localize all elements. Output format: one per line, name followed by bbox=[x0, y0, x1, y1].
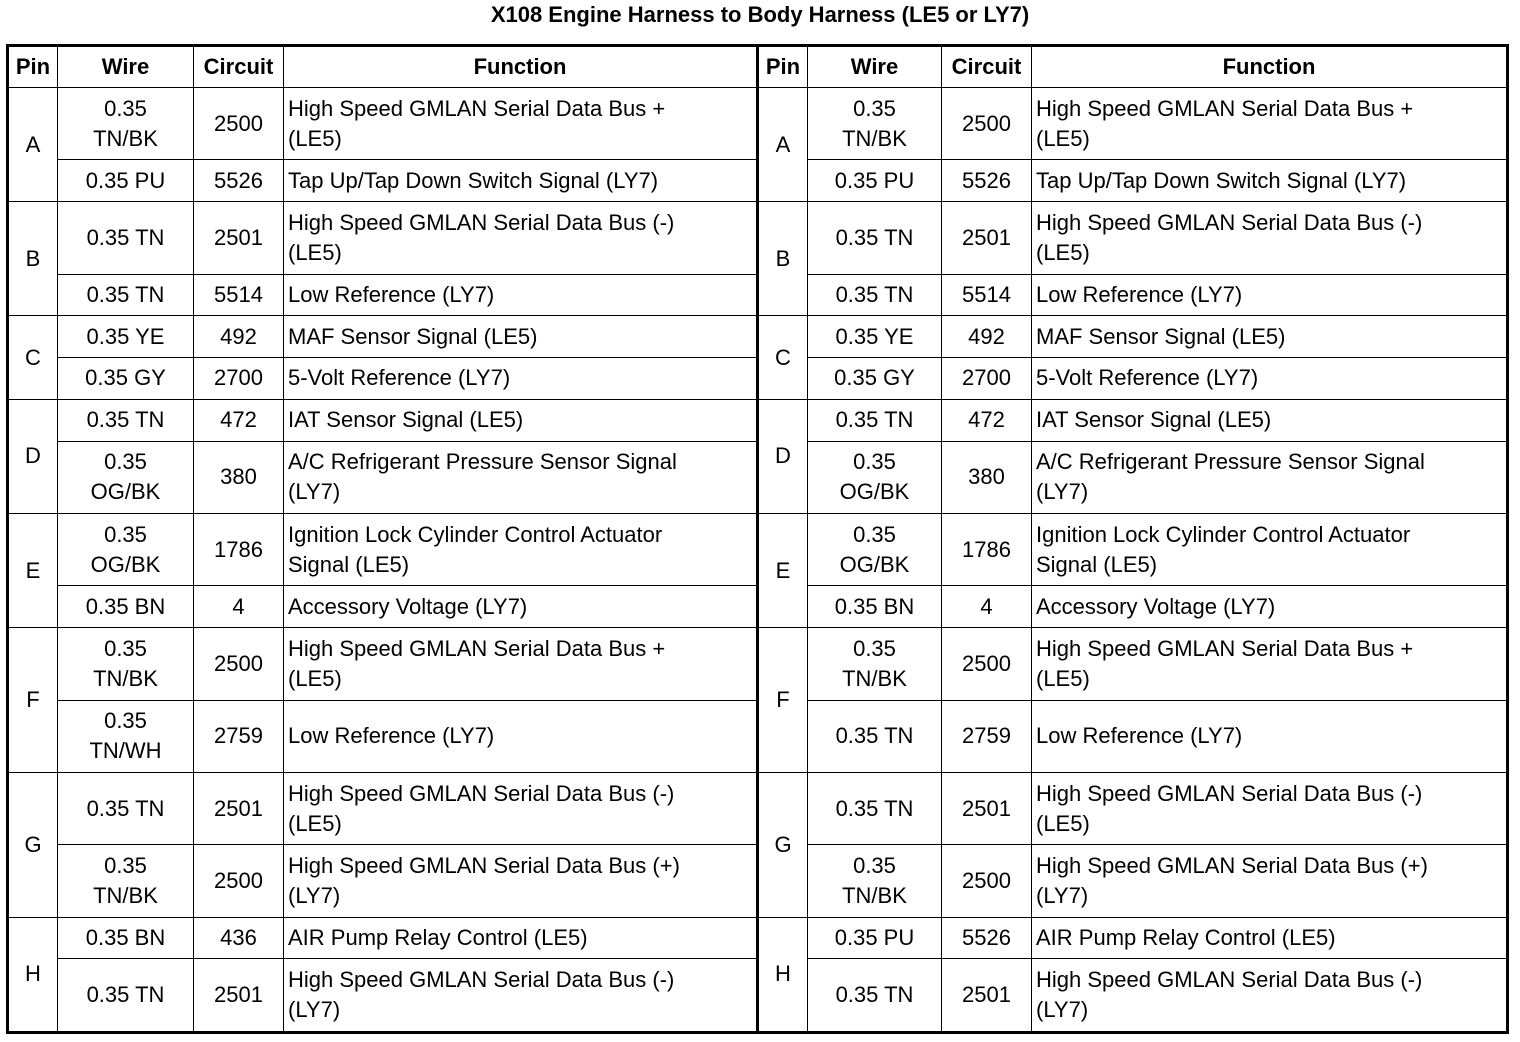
cell-line: 0.35 bbox=[104, 635, 147, 661]
cell-line: 0.35 TN bbox=[86, 281, 165, 307]
cell-line: TN/BK bbox=[842, 883, 907, 908]
pin-cell: A bbox=[8, 88, 58, 202]
function-cell bbox=[1032, 160, 1508, 202]
pin-cell: C bbox=[8, 316, 58, 400]
cell-line: 0.35 YE bbox=[86, 323, 165, 349]
cell-line: TN/BK bbox=[842, 125, 907, 151]
cell-line: 0.35 TN bbox=[835, 281, 914, 307]
cell-line: (LE5) bbox=[1036, 239, 1090, 265]
pin-cell: F bbox=[758, 628, 808, 773]
cell-line: TN/WH bbox=[89, 738, 162, 764]
circuit-cell: 2500 bbox=[942, 88, 1032, 160]
circuit-cell: 2500 bbox=[194, 628, 284, 700]
wire-cell bbox=[808, 772, 942, 844]
header-circuit: Circuit bbox=[194, 46, 284, 88]
circuit-cell: 2700 bbox=[942, 358, 1032, 400]
cell-line: 0.35 PU bbox=[85, 167, 166, 193]
function-cell bbox=[284, 316, 758, 358]
circuit-cell: 2501 bbox=[194, 772, 284, 844]
circuit-cell: 2501 bbox=[194, 959, 284, 1033]
circuit-cell: 4 bbox=[194, 586, 284, 628]
wire-cell bbox=[58, 316, 194, 358]
circuit-cell: 472 bbox=[194, 399, 284, 441]
pinout-table bbox=[6, 44, 1509, 1034]
cell-line: (LE5) bbox=[288, 125, 342, 151]
function-cell bbox=[1032, 441, 1508, 513]
cell-line: Tap Up/Tap Down Switch Signal (LY7) bbox=[1036, 167, 1407, 193]
cell-line: High Speed GMLAN Serial Data Bus (+) bbox=[1036, 853, 1428, 878]
function-cell bbox=[1032, 399, 1508, 441]
circuit-cell: 5526 bbox=[942, 160, 1032, 202]
circuit-cell: 2759 bbox=[942, 700, 1032, 772]
cell-line: Low Reference (LY7) bbox=[288, 723, 495, 749]
cell-line: 0.35 TN bbox=[835, 407, 914, 433]
function-cell bbox=[1032, 88, 1508, 160]
wire-cell bbox=[58, 88, 194, 160]
function-cell bbox=[1032, 628, 1508, 700]
wire-cell bbox=[808, 358, 942, 400]
cell-line: (LY7) bbox=[288, 997, 341, 1023]
cell-line: 0.35 TN bbox=[835, 723, 914, 749]
cell-line: 5-Volt Reference (LY7) bbox=[288, 365, 511, 391]
wire-cell bbox=[808, 88, 942, 160]
cell-line: OG/BK bbox=[839, 551, 910, 577]
function-cell bbox=[1032, 202, 1508, 274]
circuit-cell: 472 bbox=[942, 399, 1032, 441]
cell-line: 0.35 PU bbox=[834, 925, 915, 951]
cell-line: High Speed GMLAN Serial Data Bus (-) bbox=[1036, 967, 1423, 993]
wire-cell bbox=[808, 917, 942, 959]
cell-line: (LY7) bbox=[1036, 997, 1089, 1023]
cell-line: 0.35 bbox=[853, 853, 896, 878]
header-wire: Wire bbox=[58, 46, 194, 88]
cell-line: (LE5) bbox=[288, 810, 342, 836]
wire-cell bbox=[808, 316, 942, 358]
function-cell bbox=[1032, 316, 1508, 358]
wire-cell bbox=[808, 441, 942, 513]
table-row bbox=[8, 772, 1508, 844]
pin-cell: G bbox=[758, 772, 808, 917]
cell-line: (LE5) bbox=[1036, 810, 1090, 836]
cell-line: Low Reference (LY7) bbox=[1036, 281, 1243, 307]
cell-line: Tap Up/Tap Down Switch Signal (LY7) bbox=[288, 167, 659, 193]
cell-line: IAT Sensor Signal (LE5) bbox=[1036, 407, 1272, 433]
wire-cell bbox=[58, 700, 194, 772]
pin-cell: C bbox=[758, 316, 808, 400]
cell-line: High Speed GMLAN Serial Data Bus (-) bbox=[288, 209, 675, 235]
cell-line: 0.35 bbox=[104, 521, 147, 547]
cell-line: 0.35 TN bbox=[86, 982, 165, 1008]
cell-line: Signal (LE5) bbox=[288, 551, 410, 577]
wire-cell bbox=[58, 514, 194, 586]
cell-line: TN/BK bbox=[93, 883, 158, 908]
function-cell bbox=[284, 917, 758, 959]
circuit-cell: 5514 bbox=[942, 274, 1032, 316]
cell-line: 0.35 TN bbox=[86, 407, 165, 433]
table-row bbox=[8, 628, 1508, 700]
cell-line: Low Reference (LY7) bbox=[1036, 723, 1243, 749]
function-cell bbox=[284, 441, 758, 513]
function-cell bbox=[1032, 586, 1508, 628]
circuit-cell: 2500 bbox=[942, 628, 1032, 700]
cell-line: 0.35 bbox=[853, 449, 896, 475]
function-cell bbox=[1032, 700, 1508, 772]
pin-cell: D bbox=[758, 399, 808, 513]
circuit-cell: 1786 bbox=[942, 514, 1032, 586]
wire-cell bbox=[58, 628, 194, 700]
cell-line: 0.35 YE bbox=[835, 323, 914, 349]
wire-cell bbox=[58, 917, 194, 959]
circuit-cell: 492 bbox=[194, 316, 284, 358]
cell-line: 0.35 PU bbox=[834, 167, 915, 193]
function-cell bbox=[284, 358, 758, 400]
cell-line: 0.35 bbox=[104, 95, 147, 121]
cell-line: Accessory Voltage (LY7) bbox=[288, 593, 528, 619]
circuit-cell: 2700 bbox=[194, 358, 284, 400]
cell-line: High Speed GMLAN Serial Data Bus (+) bbox=[288, 853, 680, 878]
wire-cell bbox=[58, 274, 194, 316]
function-cell bbox=[284, 628, 758, 700]
table-row bbox=[8, 88, 1508, 160]
cell-line: High Speed GMLAN Serial Data Bus (-) bbox=[288, 780, 675, 806]
function-cell bbox=[284, 772, 758, 844]
circuit-cell: 2501 bbox=[942, 959, 1032, 1033]
cell-line: Accessory Voltage (LY7) bbox=[1036, 593, 1276, 619]
circuit-cell: 4 bbox=[942, 586, 1032, 628]
function-cell bbox=[284, 399, 758, 441]
function-cell bbox=[284, 845, 758, 917]
function-cell bbox=[1032, 959, 1508, 1033]
function-cell bbox=[284, 586, 758, 628]
cell-line: 0.35 GY bbox=[834, 365, 915, 391]
cell-line: (LE5) bbox=[1036, 665, 1090, 691]
cell-line: A/C Refrigerant Pressure Sensor Signal bbox=[1036, 449, 1425, 475]
wire-cell bbox=[58, 959, 194, 1033]
cell-line: AIR Pump Relay Control (LE5) bbox=[288, 925, 588, 951]
wire-cell bbox=[808, 160, 942, 202]
cell-line: 0.35 bbox=[853, 521, 896, 547]
function-cell bbox=[1032, 845, 1508, 917]
cell-line: 5-Volt Reference (LY7) bbox=[1036, 365, 1259, 391]
function-cell bbox=[284, 202, 758, 274]
cell-line: OG/BK bbox=[90, 551, 161, 577]
pin-cell: G bbox=[8, 772, 58, 917]
header-circuit: Circuit bbox=[942, 46, 1032, 88]
table-row bbox=[8, 514, 1508, 586]
circuit-cell: 380 bbox=[942, 441, 1032, 513]
cell-line: 0.35 GY bbox=[85, 365, 166, 391]
cell-line: MAF Sensor Signal (LE5) bbox=[288, 323, 538, 349]
wire-cell bbox=[808, 959, 942, 1033]
cell-line: 0.35 TN bbox=[86, 224, 165, 250]
cell-line: High Speed GMLAN Serial Data Bus + bbox=[288, 95, 666, 121]
wire-cell bbox=[58, 772, 194, 844]
circuit-cell: 1786 bbox=[194, 514, 284, 586]
wire-cell bbox=[808, 274, 942, 316]
pin-cell: H bbox=[8, 917, 58, 1032]
circuit-cell: 2501 bbox=[942, 202, 1032, 274]
cell-line: 0.35 bbox=[104, 708, 147, 734]
cell-line: (LE5) bbox=[1036, 125, 1090, 151]
header-row bbox=[8, 46, 1508, 88]
cell-line: Ignition Lock Cylinder Control Actuator bbox=[1036, 521, 1411, 547]
function-cell bbox=[284, 274, 758, 316]
function-cell bbox=[1032, 514, 1508, 586]
cell-line: 0.35 TN bbox=[835, 795, 914, 821]
cell-line: High Speed GMLAN Serial Data Bus + bbox=[1036, 635, 1414, 661]
cell-line: (LY7) bbox=[1036, 883, 1089, 908]
cell-line: 0.35 bbox=[853, 635, 896, 661]
pin-cell: B bbox=[8, 202, 58, 316]
cell-line: (LE5) bbox=[288, 665, 342, 691]
circuit-cell: 2501 bbox=[942, 772, 1032, 844]
wire-cell bbox=[58, 202, 194, 274]
table-row bbox=[8, 399, 1508, 441]
table-row bbox=[8, 316, 1508, 358]
function-cell bbox=[284, 88, 758, 160]
cell-line: TN/BK bbox=[842, 665, 907, 691]
wire-cell bbox=[58, 586, 194, 628]
function-cell bbox=[284, 700, 758, 772]
function-cell bbox=[1032, 917, 1508, 959]
cell-line: High Speed GMLAN Serial Data Bus + bbox=[1036, 95, 1414, 121]
cell-line: High Speed GMLAN Serial Data Bus (-) bbox=[1036, 780, 1423, 806]
wire-cell bbox=[808, 586, 942, 628]
cell-line: 0.35 BN bbox=[85, 925, 166, 951]
circuit-cell: 436 bbox=[194, 917, 284, 959]
circuit-cell: 5526 bbox=[194, 160, 284, 202]
wire-cell bbox=[58, 399, 194, 441]
table-row bbox=[8, 917, 1508, 959]
pin-cell: A bbox=[758, 88, 808, 202]
cell-line: Signal (LE5) bbox=[1036, 551, 1158, 577]
wire-cell bbox=[808, 700, 942, 772]
pin-cell: H bbox=[758, 917, 808, 1032]
cell-line: 0.35 TN bbox=[835, 224, 914, 250]
circuit-cell: 2501 bbox=[194, 202, 284, 274]
header-function: Function bbox=[1032, 46, 1508, 88]
function-cell bbox=[1032, 772, 1508, 844]
circuit-cell: 2500 bbox=[194, 845, 284, 917]
cell-line: 0.35 TN bbox=[835, 982, 914, 1008]
wire-cell bbox=[808, 202, 942, 274]
wire-cell bbox=[808, 845, 942, 917]
pin-cell: F bbox=[8, 628, 58, 773]
header-wire: Wire bbox=[808, 46, 942, 88]
cell-line: TN/BK bbox=[93, 665, 158, 691]
header-pin: Pin bbox=[758, 46, 808, 88]
circuit-cell: 2500 bbox=[194, 88, 284, 160]
wire-cell bbox=[58, 160, 194, 202]
cell-line: Ignition Lock Cylinder Control Actuator bbox=[288, 521, 663, 547]
cell-line: IAT Sensor Signal (LE5) bbox=[288, 407, 524, 433]
wire-cell bbox=[58, 845, 194, 917]
circuit-cell: 492 bbox=[942, 316, 1032, 358]
table-row bbox=[8, 202, 1508, 274]
wire-cell bbox=[808, 399, 942, 441]
function-cell bbox=[1032, 274, 1508, 316]
cell-line: OG/BK bbox=[90, 479, 161, 505]
wire-cell bbox=[58, 358, 194, 400]
cell-line: A/C Refrigerant Pressure Sensor Signal bbox=[288, 449, 677, 475]
cell-line: 0.35 TN bbox=[86, 795, 165, 821]
function-cell bbox=[1032, 358, 1508, 400]
cell-line: (LY7) bbox=[288, 479, 341, 505]
header-pin: Pin bbox=[8, 46, 58, 88]
cell-line: 0.35 bbox=[104, 449, 147, 475]
cell-line: MAF Sensor Signal (LE5) bbox=[1036, 323, 1286, 349]
cell-line: High Speed GMLAN Serial Data Bus (-) bbox=[288, 967, 675, 993]
cell-line: 0.35 BN bbox=[834, 593, 915, 619]
pin-cell: E bbox=[758, 514, 808, 628]
cell-line: Low Reference (LY7) bbox=[288, 281, 495, 307]
header-function: Function bbox=[284, 46, 758, 88]
pin-cell: E bbox=[8, 514, 58, 628]
function-cell bbox=[284, 959, 758, 1033]
function-cell bbox=[284, 160, 758, 202]
cell-line: (LE5) bbox=[288, 239, 342, 265]
wire-cell bbox=[808, 628, 942, 700]
circuit-cell: 2500 bbox=[942, 845, 1032, 917]
cell-line: (LY7) bbox=[1036, 479, 1089, 505]
circuit-cell: 5526 bbox=[942, 917, 1032, 959]
circuit-cell: 5514 bbox=[194, 274, 284, 316]
cell-line: TN/BK bbox=[93, 125, 158, 151]
cell-line: High Speed GMLAN Serial Data Bus (-) bbox=[1036, 209, 1423, 235]
circuit-cell: 380 bbox=[194, 441, 284, 513]
function-cell bbox=[284, 514, 758, 586]
cell-line: High Speed GMLAN Serial Data Bus + bbox=[288, 635, 666, 661]
cell-line: 0.35 BN bbox=[85, 593, 166, 619]
cell-line: OG/BK bbox=[839, 479, 910, 505]
cell-line: 0.35 bbox=[853, 95, 896, 121]
wire-cell bbox=[808, 514, 942, 586]
pin-cell: B bbox=[758, 202, 808, 316]
cell-line: (LY7) bbox=[288, 883, 341, 908]
pin-cell: D bbox=[8, 399, 58, 513]
cell-line: AIR Pump Relay Control (LE5) bbox=[1036, 925, 1336, 951]
cell-line: 0.35 bbox=[104, 853, 147, 878]
page-title: X108 Engine Harness to Body Harness (LE5 or LY7) bbox=[490, 2, 1030, 27]
wire-cell bbox=[58, 441, 194, 513]
circuit-cell: 2759 bbox=[194, 700, 284, 772]
